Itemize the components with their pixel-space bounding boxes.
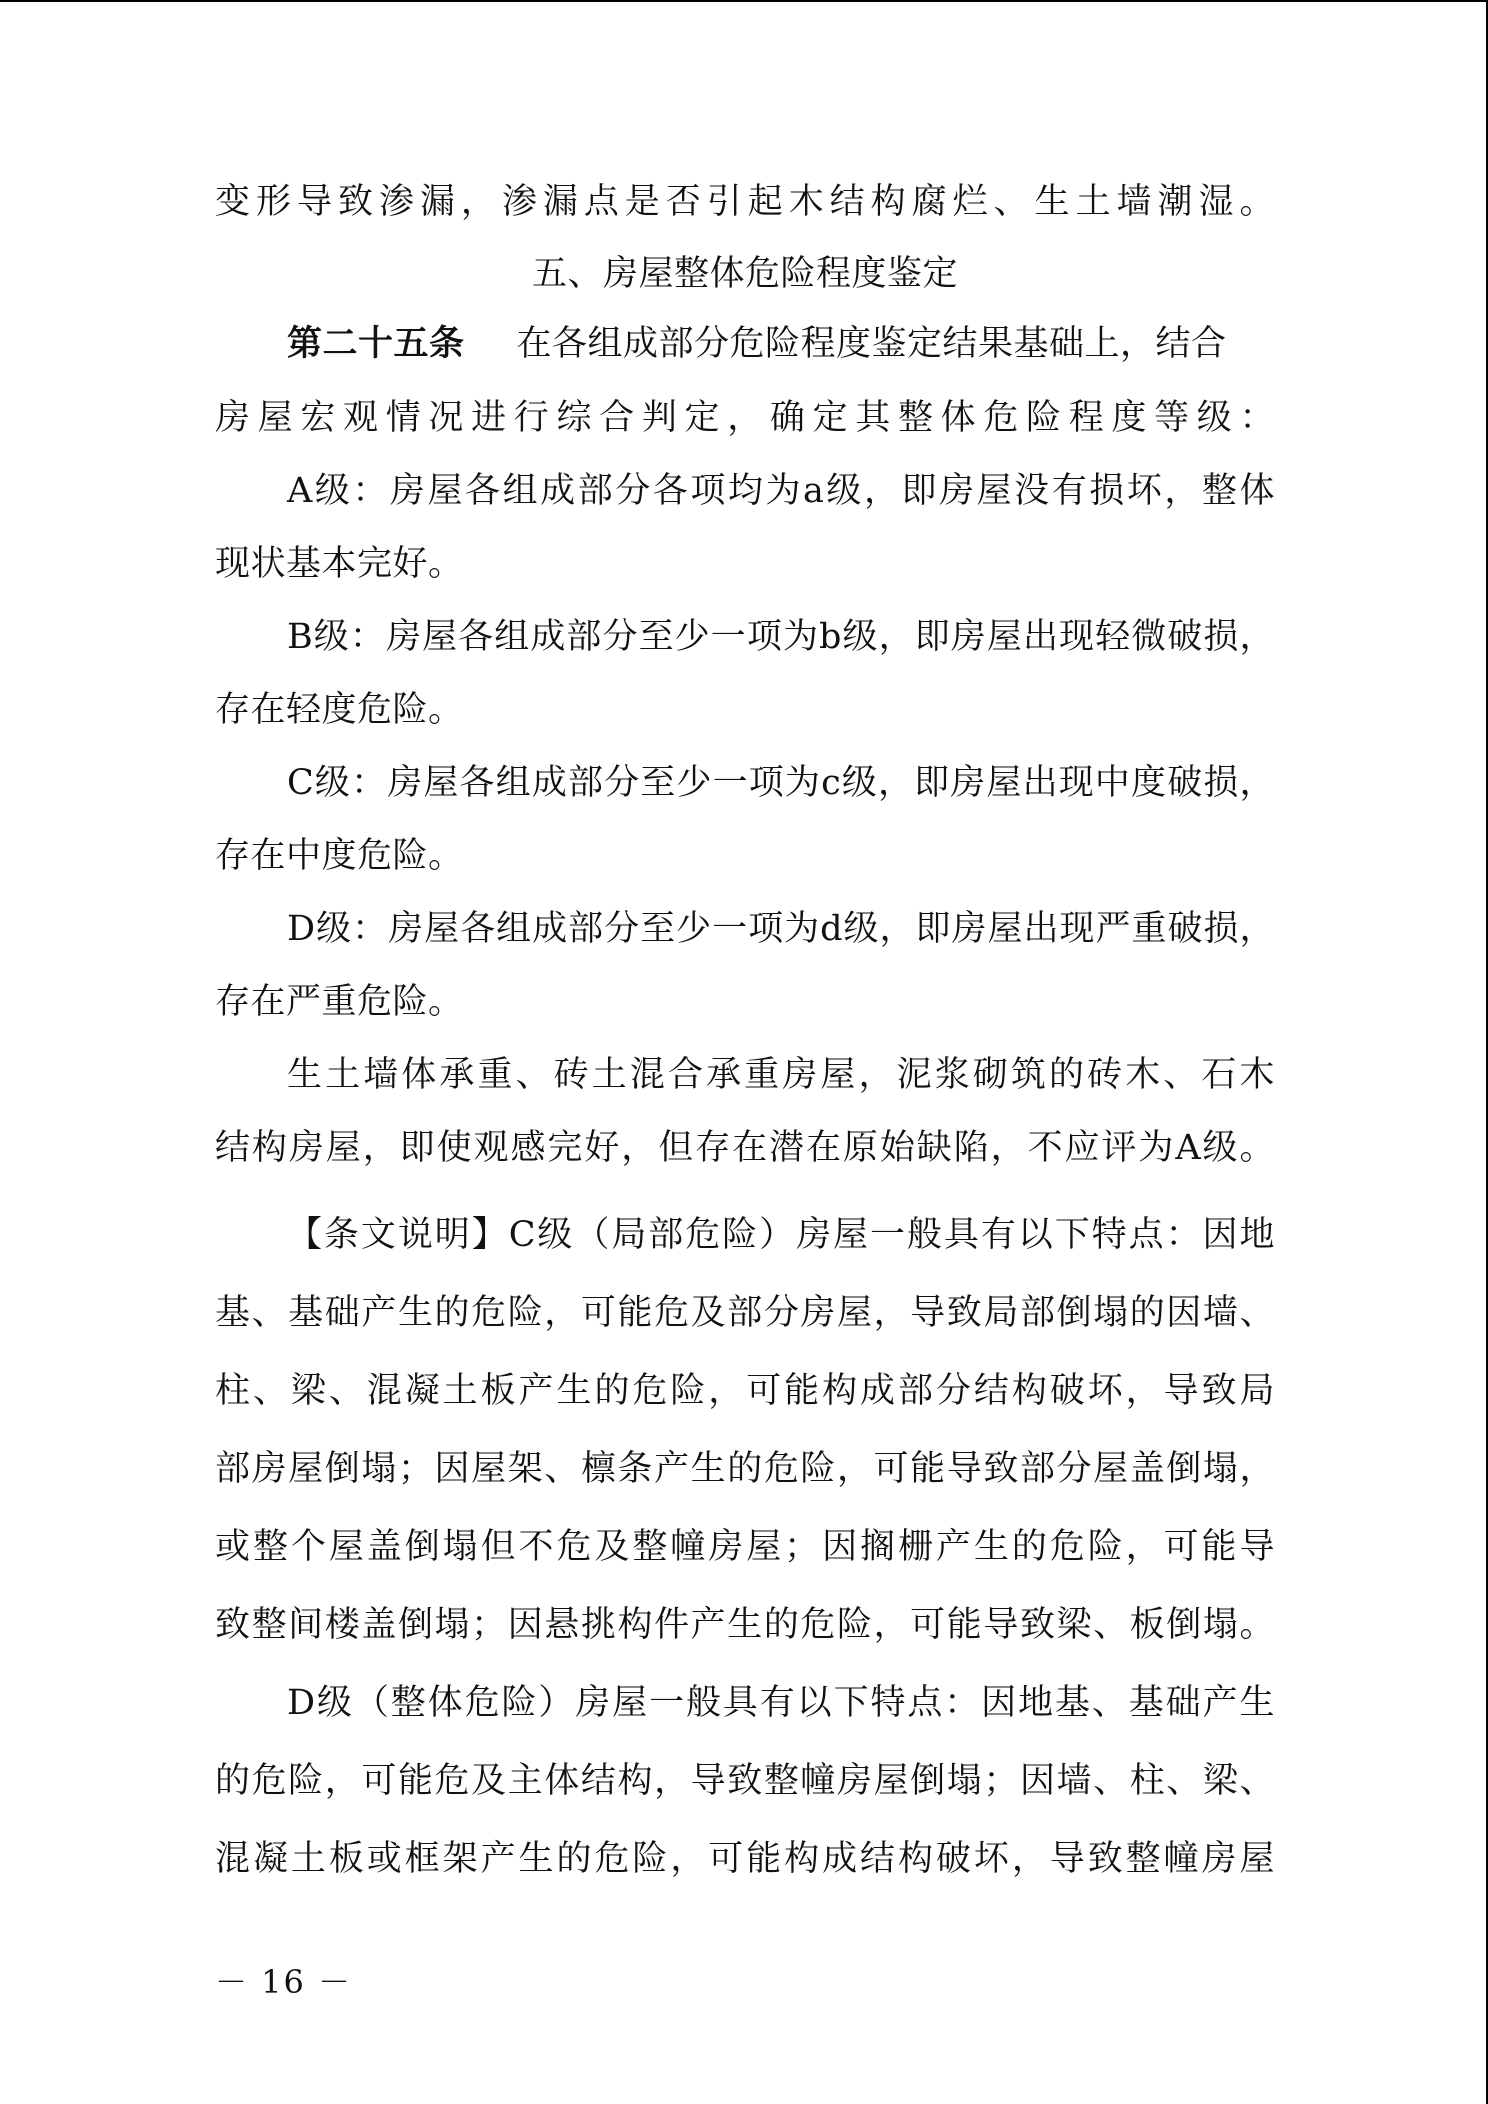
- paragraph-line: 存在严重危险。: [215, 982, 464, 1022]
- page-number: － 16 －: [215, 1963, 353, 2001]
- paragraph-line: 柱、梁、混凝土板产生的危险，可能构成部分结构破坏，导致局: [215, 1371, 1275, 1411]
- paragraph-line: 现状基本完好。: [215, 544, 464, 584]
- paragraph-line: 或整个屋盖倒塌但不危及整幢房屋；因搁栅产生的危险，可能导: [215, 1527, 1275, 1567]
- paragraph-line: 存在轻度危险。: [215, 690, 464, 730]
- paragraph-line: 致整间楼盖倒塌；因悬挑构件产生的危险，可能导致梁、板倒塌。: [215, 1605, 1275, 1645]
- section-heading: 五、房屋整体危险程度鉴定: [531, 254, 958, 294]
- paragraph-line: 混凝土板或框架产生的危险，可能构成结构破坏，导致整幢房屋: [215, 1839, 1275, 1879]
- paragraph-line: 的危险，可能危及主体结构，导致整幢房屋倒塌；因墙、柱、梁、: [215, 1761, 1275, 1801]
- clause-note-line: 【条文说明】C级（局部危险）房屋一般具有以下特点：因地: [287, 1215, 1275, 1255]
- article-first-line: [287, 320, 1275, 368]
- paragraph-line: 变形导致渗漏，渗漏点是否引起木结构腐烂、生土墙潮湿。: [215, 182, 1275, 222]
- paragraph-line: 存在中度危险。: [215, 836, 464, 876]
- grade-c-line: C级：房屋各组成部分至少一项为c级，即房屋出现中度破损，: [287, 763, 1275, 803]
- grade-b-line: B级：房屋各组成部分至少一项为b级，即房屋出现轻微破损，: [287, 617, 1275, 657]
- paragraph-line: 基、基础产生的危险，可能危及部分房屋，导致局部倒塌的因墙、: [215, 1293, 1275, 1333]
- paragraph-line: D级（整体危险）房屋一般具有以下特点：因地基、基础产生: [287, 1683, 1275, 1723]
- paragraph-line: 生土墙体承重、砖土混合承重房屋，泥浆砌筑的砖木、石木: [287, 1055, 1275, 1095]
- paragraph-line: 房屋宏观情况进行综合判定，确定其整体危险程度等级：: [215, 398, 1275, 438]
- paragraph-line: 部房屋倒塌；因屋架、檩条产生的危险，可能导致部分屋盖倒塌，: [215, 1449, 1275, 1489]
- article-label: 第二十五条: [287, 324, 465, 364]
- grade-a-line: A级：房屋各组成部分各项均为a级，即房屋没有损坏，整体: [287, 471, 1275, 511]
- grade-d-line: D级：房屋各组成部分至少一项为d级，即房屋出现严重破损，: [287, 909, 1275, 949]
- paragraph-line: 结构房屋，即使观感完好，但存在潜在原始缺陷，不应评为A级。: [215, 1128, 1275, 1168]
- article-text: 在各组成部分危险程度鉴定结果基础上，结合: [516, 324, 1227, 364]
